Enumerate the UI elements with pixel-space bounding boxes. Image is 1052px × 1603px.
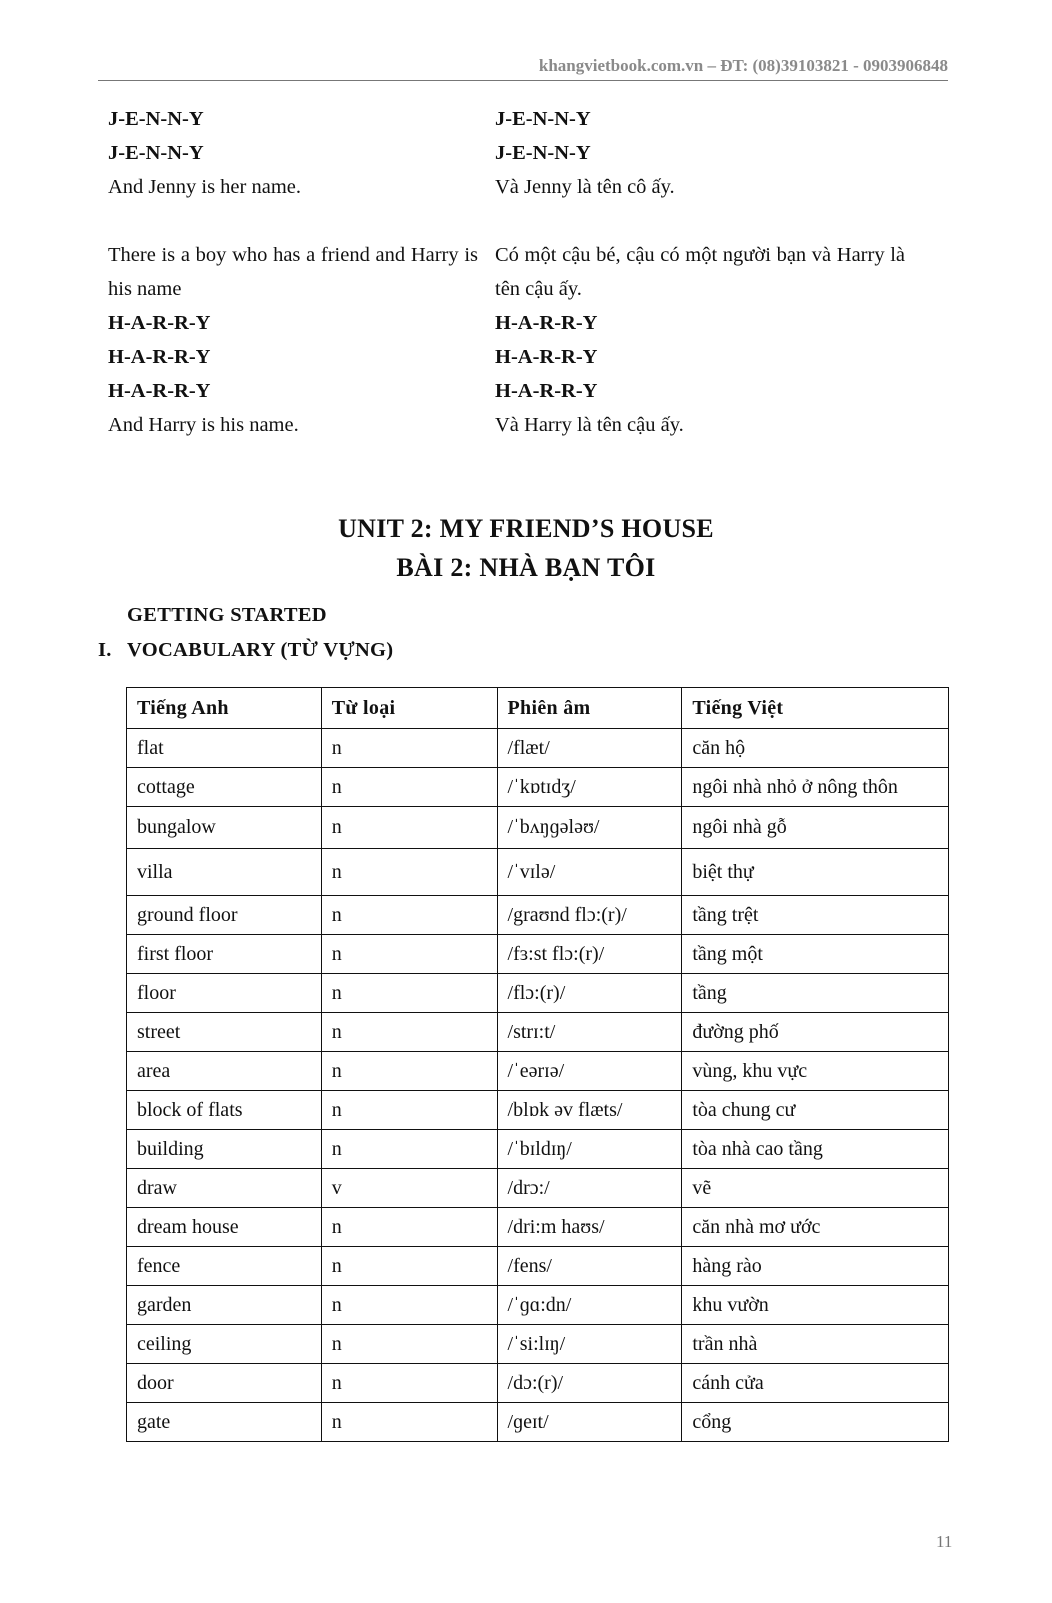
cell-word-type: n (321, 768, 497, 807)
column-header: Tiếng Việt (682, 688, 949, 729)
page-header (98, 56, 948, 81)
cell-vietnamese: căn hộ (682, 729, 949, 768)
song-vietnamese-column (495, 102, 905, 442)
cell-phonetic: /ˈbɪldɪŋ/ (497, 1130, 682, 1169)
cell-word-type: n (321, 1208, 497, 1247)
table-row (127, 1364, 949, 1403)
cell-phonetic: /ɡeɪt/ (497, 1403, 682, 1442)
song-line: H-A-R-R-Y (108, 346, 211, 368)
cell-word-type: n (321, 1091, 497, 1130)
cell-phonetic: /ˈkɒtɪdʒ/ (497, 768, 682, 807)
cell-word-type: n (321, 1130, 497, 1169)
cell-english: first floor (127, 935, 322, 974)
song-line: J-E-N-N-Y (108, 108, 204, 130)
cell-vietnamese: tòa chung cư (682, 1091, 949, 1130)
cell-vietnamese: cánh cửa (682, 1364, 949, 1403)
cell-vietnamese: khu vườn (682, 1286, 949, 1325)
song-line: J-E-N-N-Y (108, 142, 204, 164)
table-row (127, 807, 949, 849)
cell-phonetic: /ˈeərɪə/ (497, 1052, 682, 1091)
header-text: khangvietbook.com.vn – ĐT: (08)39103821 - 0903906848 (538, 56, 948, 75)
song-paragraph: There is a boy who has a friend and Harry is his name (108, 244, 478, 300)
table-row (127, 768, 949, 807)
cell-english: door (127, 1364, 322, 1403)
cell-vietnamese: vẽ (682, 1169, 949, 1208)
cell-vietnamese: tầng trệt (682, 896, 949, 935)
table-header-row (127, 688, 949, 729)
cell-english: gate (127, 1403, 322, 1442)
table-row (127, 1052, 949, 1091)
section-number: I. (98, 639, 112, 661)
column-header: Phiên âm (497, 688, 682, 729)
cell-word-type: n (321, 807, 497, 849)
cell-phonetic: /fens/ (497, 1247, 682, 1286)
table-row (127, 935, 949, 974)
cell-english: area (127, 1052, 322, 1091)
cell-vietnamese: căn nhà mơ ước (682, 1208, 949, 1247)
column-header: Tiếng Anh (127, 688, 322, 729)
cell-vietnamese: đường phố (682, 1013, 949, 1052)
table-row (127, 1286, 949, 1325)
cell-vietnamese: cổng (682, 1403, 949, 1442)
cell-english: cottage (127, 768, 322, 807)
cell-phonetic: /flɔ:(r)/ (497, 974, 682, 1013)
cell-english: flat (127, 729, 322, 768)
cell-vietnamese: tòa nhà cao tầng (682, 1130, 949, 1169)
song-line: J-E-N-N-Y (495, 142, 591, 164)
cell-phonetic: /ˈsi:lɪŋ/ (497, 1325, 682, 1364)
cell-phonetic: /strɪ:t/ (497, 1013, 682, 1052)
cell-english: draw (127, 1169, 322, 1208)
table-row (127, 849, 949, 896)
cell-english: bungalow (127, 807, 322, 849)
cell-word-type: n (321, 1052, 497, 1091)
cell-word-type: n (321, 1325, 497, 1364)
cell-vietnamese: vùng, khu vực (682, 1052, 949, 1091)
song-line: And Jenny is her name. (108, 176, 301, 198)
song-line: Và Harry là tên cậu ấy. (495, 414, 684, 436)
cell-word-type: n (321, 935, 497, 974)
cell-vietnamese: ngôi nhà nhỏ ở nông thôn (682, 768, 949, 807)
cell-word-type: n (321, 1013, 497, 1052)
table-row (127, 1013, 949, 1052)
cell-word-type: n (321, 1364, 497, 1403)
song-line: H-A-R-R-Y (495, 312, 598, 334)
song-gap (108, 204, 478, 238)
cell-english: block of flats (127, 1091, 322, 1130)
unit-title: UNIT 2: MY FRIEND’S HOUSE (338, 514, 714, 543)
cell-word-type: n (321, 974, 497, 1013)
cell-phonetic: /dri:m haʊs/ (497, 1208, 682, 1247)
table-row (127, 1403, 949, 1442)
cell-english: dream house (127, 1208, 322, 1247)
table-row (127, 1130, 949, 1169)
unit-title-vietnamese: BÀI 2: NHÀ BẠN TÔI (396, 553, 656, 582)
cell-vietnamese: hàng rào (682, 1247, 949, 1286)
cell-word-type: n (321, 1403, 497, 1442)
cell-word-type: v (321, 1169, 497, 1208)
table-row (127, 729, 949, 768)
table-row (127, 896, 949, 935)
cell-english: villa (127, 849, 322, 896)
song-line: Và Jenny là tên cô ấy. (495, 176, 675, 198)
cell-phonetic: /ˈbʌŋɡələʊ/ (497, 807, 682, 849)
cell-vietnamese: tầng (682, 974, 949, 1013)
cell-phonetic: /blɒk əv flæts/ (497, 1091, 682, 1130)
page-number: 11 (936, 1532, 953, 1551)
cell-word-type: n (321, 729, 497, 768)
table-row (127, 1325, 949, 1364)
table-row (127, 1208, 949, 1247)
song-paragraph: Có một cậu bé, cậu có một người bạn và Harry là tên cậu ấy. (495, 244, 905, 300)
table-row (127, 1169, 949, 1208)
cell-english: ground floor (127, 896, 322, 935)
cell-word-type: n (321, 849, 497, 896)
cell-vietnamese: ngôi nhà gỗ (682, 807, 949, 849)
column-header: Từ loại (321, 688, 497, 729)
cell-phonetic: /fɜ:st flɔ:(r)/ (497, 935, 682, 974)
cell-phonetic: /ˈɡɑ:dn/ (497, 1286, 682, 1325)
cell-vietnamese: trần nhà (682, 1325, 949, 1364)
cell-english: floor (127, 974, 322, 1013)
cell-english: fence (127, 1247, 322, 1286)
vocabulary-heading: VOCABULARY (TỪ VỰNG) (127, 639, 394, 661)
vocabulary-table (126, 687, 949, 1442)
cell-phonetic: /flæt/ (497, 729, 682, 768)
cell-english: garden (127, 1286, 322, 1325)
cell-vietnamese: tầng một (682, 935, 949, 974)
song-line: H-A-R-R-Y (495, 380, 598, 402)
cell-phonetic: /graʊnd flɔ:(r)/ (497, 896, 682, 935)
table-row (127, 1247, 949, 1286)
cell-english: ceiling (127, 1325, 322, 1364)
cell-phonetic: /ˈvɪlə/ (497, 849, 682, 896)
cell-vietnamese: biệt thự (682, 849, 949, 896)
cell-phonetic: /dɔ:(r)/ (497, 1364, 682, 1403)
song-line: H-A-R-R-Y (108, 380, 211, 402)
table-row (127, 974, 949, 1013)
cell-english: street (127, 1013, 322, 1052)
cell-word-type: n (321, 1286, 497, 1325)
table-row (127, 1091, 949, 1130)
song-line: H-A-R-R-Y (108, 312, 211, 334)
song-english-column (108, 102, 478, 442)
song-line: And Harry is his name. (108, 414, 299, 436)
cell-english: building (127, 1130, 322, 1169)
getting-started-heading: GETTING STARTED (127, 604, 327, 626)
cell-word-type: n (321, 896, 497, 935)
cell-phonetic: /drɔ:/ (497, 1169, 682, 1208)
song-line: J-E-N-N-Y (495, 108, 591, 130)
song-gap (495, 204, 905, 238)
cell-word-type: n (321, 1247, 497, 1286)
song-line: H-A-R-R-Y (495, 346, 598, 368)
